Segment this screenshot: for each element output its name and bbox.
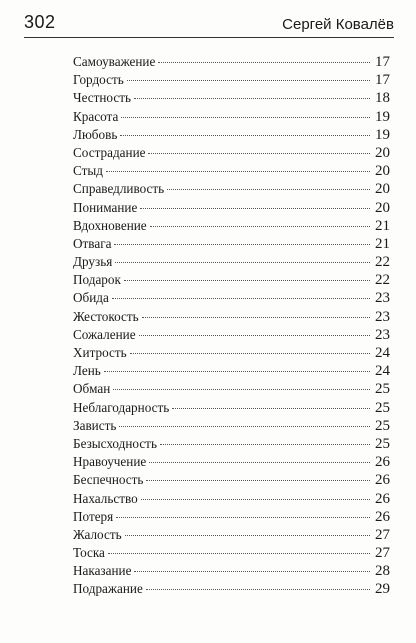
- toc-entry-page: 27: [375, 526, 390, 543]
- toc-entry: [73, 144, 390, 162]
- toc-entry-title: Справедливость: [73, 181, 165, 197]
- toc-entry-title: Любовь: [73, 126, 118, 142]
- dot-leader: [113, 389, 370, 390]
- dot-leader: [106, 171, 370, 172]
- toc-entry: [73, 126, 390, 144]
- dot-leader: [139, 335, 370, 336]
- toc-entry-title: Сострадание: [73, 144, 146, 160]
- dot-leader: [124, 280, 370, 281]
- toc-entry: [73, 326, 390, 344]
- toc-entry-title: Обман: [73, 381, 111, 397]
- toc-entry: [73, 399, 390, 417]
- toc-entry-title: Нахальство: [73, 490, 138, 506]
- toc-entry-title: Жалость: [73, 526, 122, 542]
- toc-entry-title: Самоуважение: [73, 54, 156, 69]
- toc-entry-title: Лень: [73, 363, 101, 379]
- toc-entry-page: 20: [375, 163, 390, 180]
- toc-entry: [73, 289, 390, 307]
- table-of-contents: [73, 53, 390, 599]
- toc-entry-title: Красота: [73, 108, 119, 124]
- toc-entry: [73, 526, 390, 544]
- toc-entry: [73, 199, 390, 217]
- dot-leader: [140, 208, 370, 209]
- toc-entry-title: Жестокость: [73, 308, 139, 324]
- dot-leader: [127, 80, 370, 81]
- dot-leader: [160, 444, 370, 445]
- dot-leader: [108, 553, 370, 554]
- toc-entry: [73, 308, 390, 326]
- dot-leader: [149, 462, 370, 463]
- dot-leader: [116, 517, 370, 518]
- toc-entry-page: 26: [375, 508, 390, 525]
- toc-entry: [73, 380, 390, 398]
- toc-entry-title: Подражание: [73, 581, 143, 597]
- toc-entry-title: Стыд: [73, 163, 103, 179]
- toc-entry: [73, 417, 390, 435]
- toc-entry-title: Честность: [73, 90, 131, 106]
- toc-entry-title: Потеря: [73, 508, 114, 524]
- toc-entry: [73, 544, 390, 562]
- dot-leader: [134, 98, 370, 99]
- toc-entry-page: 21: [375, 235, 390, 252]
- toc-entry-title: Обида: [73, 290, 109, 306]
- dot-leader: [115, 262, 370, 263]
- toc-entry: [73, 108, 390, 126]
- toc-entry-title: Тоска: [73, 545, 105, 561]
- toc-entry-page: 25: [375, 435, 390, 452]
- toc-entry-page: 25: [375, 399, 390, 416]
- toc-entry-page: 23: [375, 290, 390, 307]
- dot-leader: [148, 153, 370, 154]
- toc-entry-page: 23: [375, 308, 390, 325]
- toc-entry-title: Понимание: [73, 199, 138, 215]
- toc-entry-title: Нравоучение: [73, 454, 147, 470]
- toc-entry-title: Безысходность: [73, 435, 157, 451]
- toc-entry: [73, 162, 390, 180]
- book-author: Сергей Ковалёв: [282, 16, 394, 33]
- toc-entry-title: Хитрость: [73, 345, 127, 360]
- toc-entry: [73, 490, 390, 508]
- toc-entry-page: 23: [375, 326, 390, 343]
- toc-entry: [73, 562, 390, 580]
- dot-leader: [158, 62, 370, 63]
- toc-entry-page: 24: [375, 345, 390, 361]
- toc-entry-title: Неблагодарность: [73, 399, 170, 415]
- toc-entry-title: Сожаление: [73, 326, 136, 342]
- toc-entry: [73, 71, 390, 89]
- dot-leader: [172, 408, 370, 409]
- dot-leader: [104, 371, 370, 372]
- dot-leader: [150, 226, 370, 227]
- toc-entry-page: 29: [375, 581, 390, 598]
- toc-entry: [73, 253, 390, 271]
- toc-entry: [73, 271, 390, 289]
- toc-entry-title: Беспечность: [73, 472, 144, 488]
- dot-leader: [125, 535, 370, 536]
- dot-leader: [119, 426, 370, 427]
- toc-entry-title: Вдохновение: [73, 217, 147, 233]
- dot-leader: [114, 244, 370, 245]
- dot-leader: [134, 571, 370, 572]
- dot-leader: [146, 589, 370, 590]
- toc-entry: [73, 217, 390, 235]
- toc-entry: [73, 508, 390, 526]
- toc-entry-page: 20: [375, 144, 390, 161]
- toc-entry: [73, 180, 390, 198]
- toc-entry-title: Зависть: [73, 417, 117, 433]
- toc-entry-page: 26: [375, 490, 390, 507]
- toc-entry-page: 28: [375, 563, 390, 580]
- toc-entry: [73, 235, 390, 253]
- dot-leader: [120, 135, 370, 136]
- toc-entry-page: 17: [375, 54, 390, 70]
- dot-leader: [146, 480, 370, 481]
- toc-entry: [73, 89, 390, 107]
- page-number: 302: [24, 12, 56, 32]
- toc-entry-page: 25: [375, 381, 390, 398]
- dot-leader: [141, 499, 370, 500]
- toc-entry-page: 24: [375, 363, 390, 380]
- toc-entry-page: 19: [375, 126, 390, 143]
- toc-entry-title: Отвага: [73, 235, 112, 251]
- dot-leader: [167, 189, 370, 190]
- toc-entry: [73, 471, 390, 489]
- dot-leader: [130, 353, 370, 354]
- toc-entry-title: Гордость: [73, 72, 124, 88]
- toc-entry-title: Наказание: [73, 563, 132, 579]
- toc-entry-page: 20: [375, 181, 390, 198]
- toc-entry-page: 26: [375, 472, 390, 489]
- toc-entry: [73, 344, 390, 362]
- dot-leader: [112, 298, 370, 299]
- dot-leader: [121, 117, 370, 118]
- toc-entry-page: 22: [375, 254, 390, 271]
- toc-entry: [73, 453, 390, 471]
- toc-entry-page: 22: [375, 272, 390, 289]
- toc-entry: [73, 580, 390, 598]
- dot-leader: [142, 317, 370, 318]
- toc-entry: [73, 362, 390, 380]
- toc-entry: [73, 53, 390, 71]
- toc-entry-title: Подарок: [73, 272, 121, 288]
- toc-entry-page: 21: [375, 217, 390, 234]
- toc-entry-page: 20: [375, 199, 390, 216]
- toc-entry-page: 26: [375, 454, 390, 471]
- toc-entry: [73, 435, 390, 453]
- toc-entry-page: 19: [375, 108, 390, 125]
- toc-entry-page: 27: [375, 545, 390, 562]
- toc-entry-page: 25: [375, 417, 390, 434]
- running-head: [24, 4, 394, 38]
- toc-entry-title: Друзья: [73, 254, 113, 270]
- toc-entry-page: 18: [375, 90, 390, 107]
- toc-entry-page: 17: [375, 72, 390, 89]
